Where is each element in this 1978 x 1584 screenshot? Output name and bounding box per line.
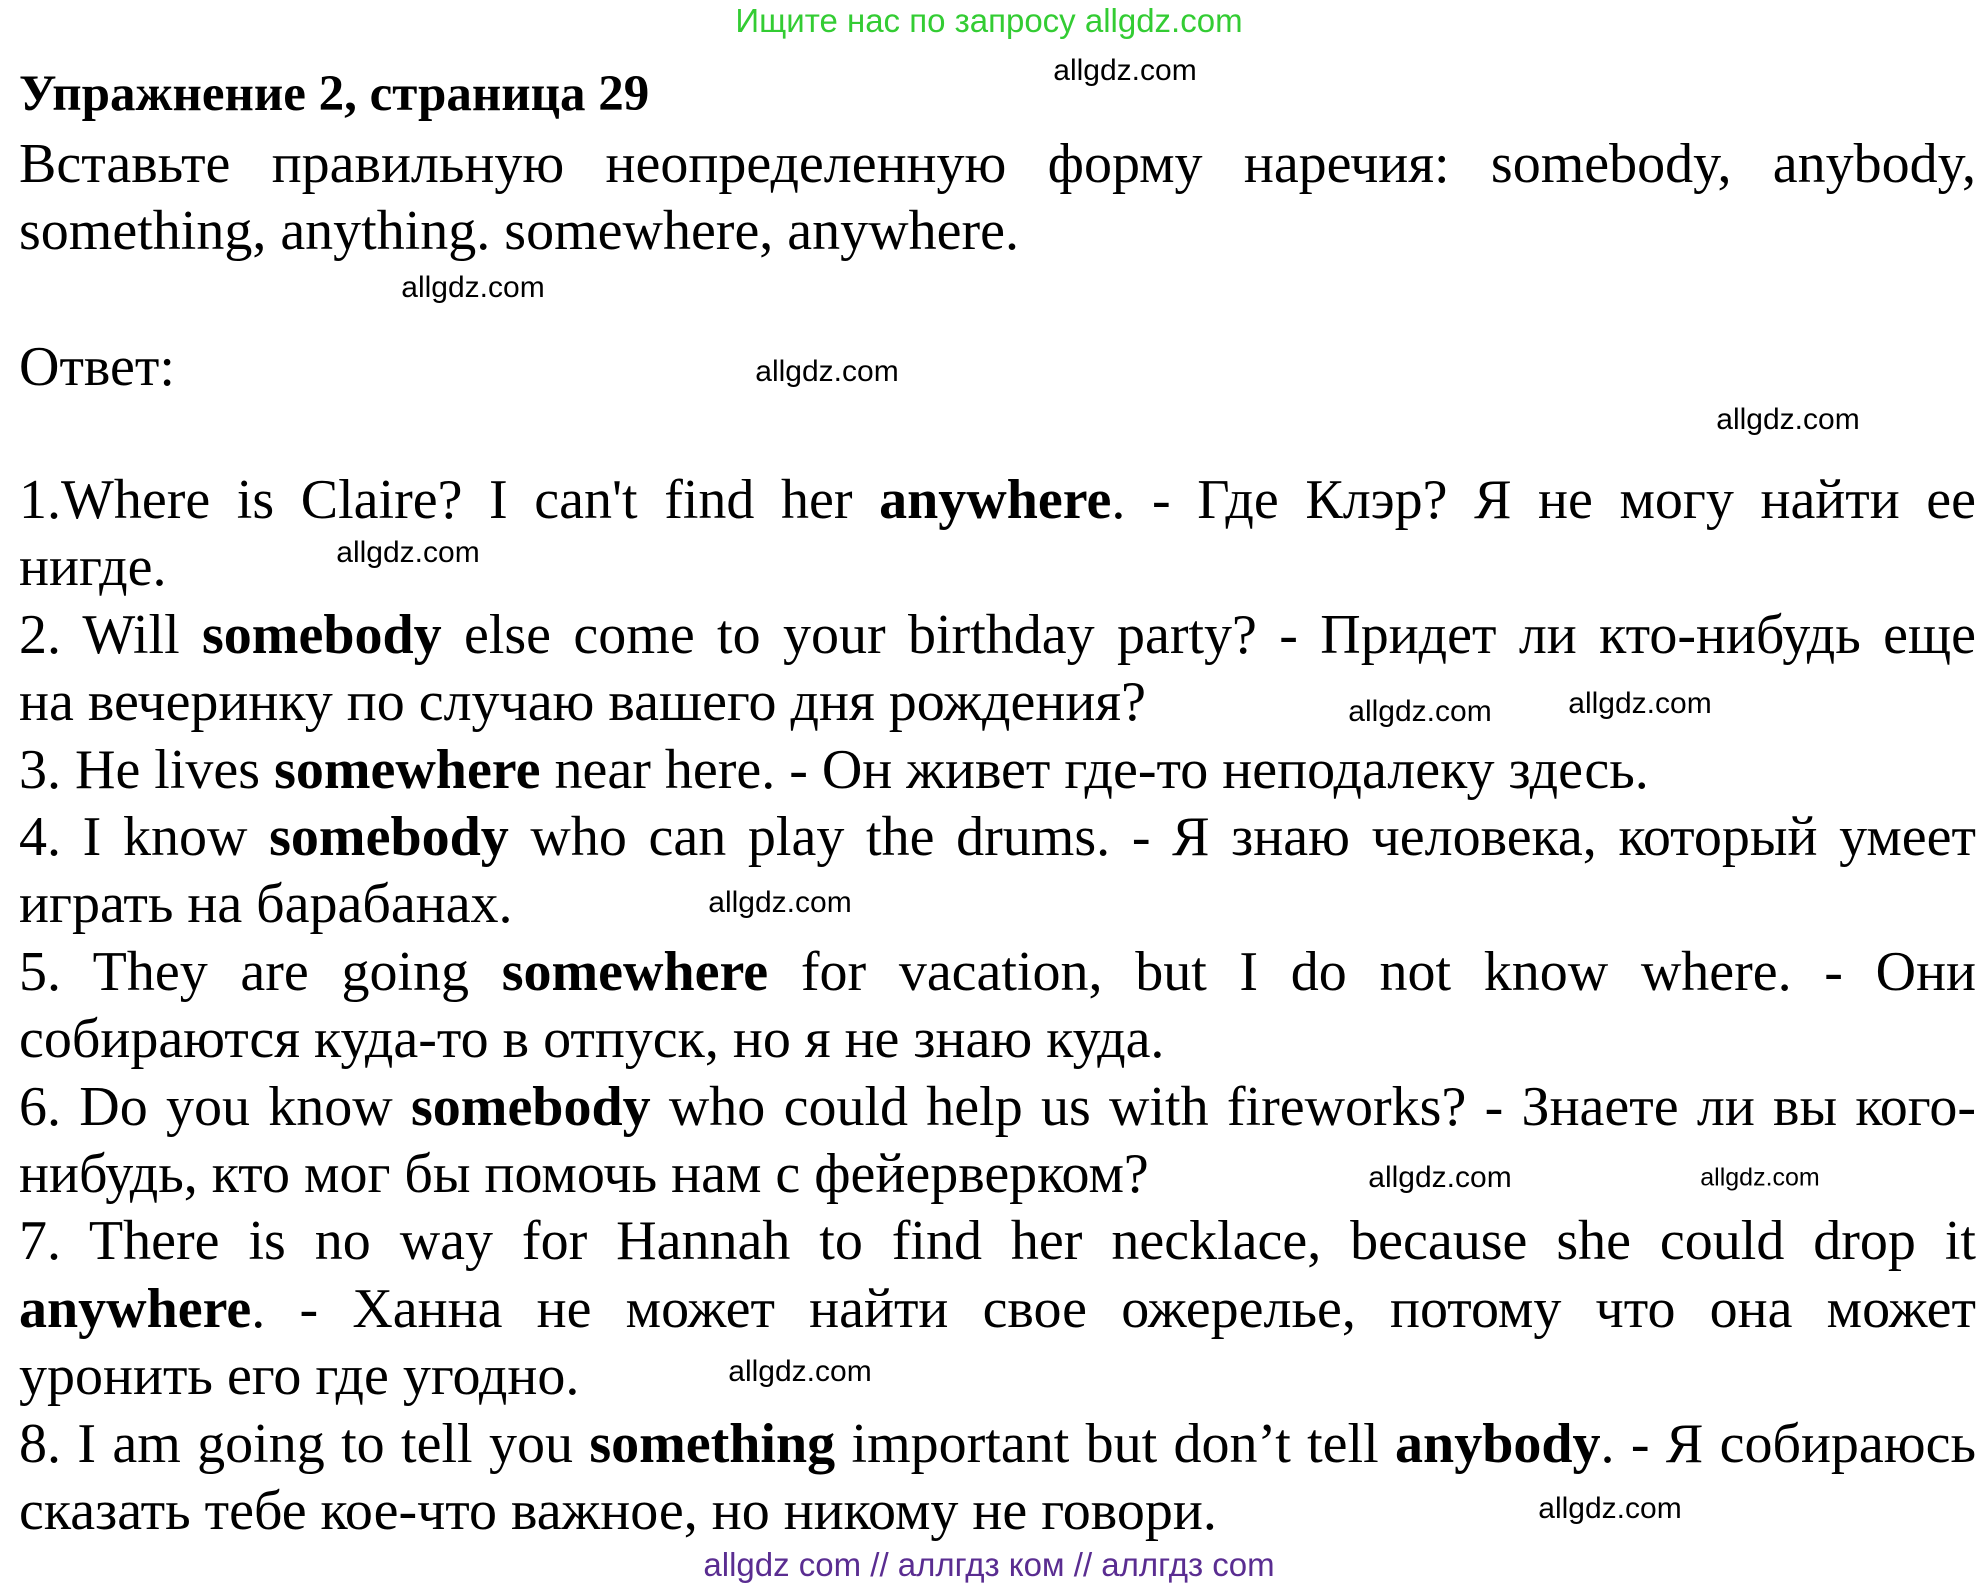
answer-line: [19, 1074, 1976, 1140]
answer-word: anywhere: [879, 469, 1112, 531]
answer-word: somewhere: [501, 940, 769, 1003]
page-title: Упражнение 2, страница 29: [19, 66, 650, 122]
answer-text: 8. I am going to tell you: [19, 1412, 590, 1475]
answer-line: [19, 1276, 1976, 1342]
instruction-line-1: Вставьте правильную неопределенную форму наречия: somebody, anybody,: [19, 133, 1976, 195]
answer-label: Ответ:: [19, 336, 175, 398]
answer-word: something: [589, 1412, 836, 1475]
bottom-banner: allgdz com // аллгдз ком // аллгдз com: [703, 1546, 1275, 1583]
answer-line: [19, 1478, 1976, 1544]
answer-word: somewhere: [274, 738, 541, 801]
answer-line: [19, 737, 1976, 803]
answer-text: important but don’t tell: [835, 1412, 1396, 1475]
watermark: allgdz.com: [1368, 1161, 1512, 1194]
watermark: allgdz.com: [1538, 1492, 1682, 1525]
answer-text: уронить его где угодно.: [19, 1345, 580, 1408]
answer-line: [19, 804, 1976, 870]
answer-text: играть на барабанах.: [19, 873, 513, 936]
answer-text: who could help us with fireworks? - Знаете ли вы кого-: [650, 1075, 1976, 1138]
answer-line: [19, 939, 1976, 1005]
answer-text: near here. - Он живет где-то неподалеку здесь.: [540, 738, 1649, 801]
watermark: allgdz.com: [1700, 1163, 1820, 1192]
answer-line: [19, 467, 1976, 533]
answer-text: 2. Will: [19, 603, 203, 666]
answer-text: 1.Where is Claire? I can't find her: [19, 469, 880, 531]
answer-text: else come to your birthday party? - Придет ли кто-нибудь еще: [441, 603, 1976, 666]
watermark: allgdz.com: [336, 536, 480, 569]
answer-text: нигде.: [19, 536, 167, 599]
answer-line: [19, 1006, 1976, 1072]
answer-line: [19, 1411, 1976, 1477]
answer-line: [19, 1208, 1976, 1274]
answer-line: [19, 1141, 1976, 1207]
watermark: allgdz.com: [1716, 403, 1860, 436]
answer-text: . - Ханна не может найти свое ожерелье, потому что она может: [251, 1277, 1976, 1340]
answer-word: somebody: [411, 1075, 651, 1138]
answer-text: 6. Do you know: [19, 1075, 411, 1138]
watermark: allgdz.com: [1348, 695, 1492, 728]
answer-line: [19, 1343, 1976, 1409]
watermark: allgdz.com: [755, 355, 899, 388]
answer-text: who can play the drums. - Я знаю человека, который умеет: [508, 806, 1976, 868]
instruction-line-2: something, anything. somewhere, anywhere.: [19, 200, 1019, 262]
answer-text: . - Где Клэр? Я не могу найти ее: [1111, 469, 1977, 531]
answer-text: собираются куда-то в отпуск, но я не знаю куда.: [19, 1008, 1165, 1071]
watermark: allgdz.com: [728, 1355, 872, 1388]
answer-text: нибудь, кто мог бы помочь нам с фейерверком?: [19, 1143, 1149, 1205]
answer-text: 4. I know: [19, 806, 270, 868]
answer-word: anybody: [1395, 1412, 1601, 1475]
watermark: allgdz.com: [1053, 54, 1197, 87]
answer-line: [19, 534, 1976, 600]
answer-text: . - Я собираюсь: [1600, 1412, 1977, 1475]
watermark: allgdz.com: [401, 271, 545, 304]
answer-text: 5. They are going: [19, 940, 502, 1003]
answer-word: somebody: [269, 806, 509, 868]
answer-line: [19, 871, 1976, 937]
answer-text: сказать тебе кое-что важное, но никому не говори.: [19, 1480, 1217, 1542]
watermark: allgdz.com: [1568, 687, 1712, 720]
answer-line: [19, 602, 1976, 668]
answer-text: 3. He lives: [19, 738, 275, 801]
answer-text: for vacation, but I do not know where. - Они: [768, 940, 1977, 1003]
watermark: allgdz.com: [708, 886, 852, 919]
top-banner: Ищите нас по запросу allgdz.com: [735, 2, 1243, 39]
answer-text: на вечеринку по случаю вашего дня рождения?: [19, 671, 1146, 734]
answer-word: somebody: [202, 603, 442, 666]
answer-text: 7. There is no way for Hannah to find her necklace, because she could drop it: [19, 1210, 1976, 1273]
answer-word: anywhere: [19, 1277, 252, 1340]
